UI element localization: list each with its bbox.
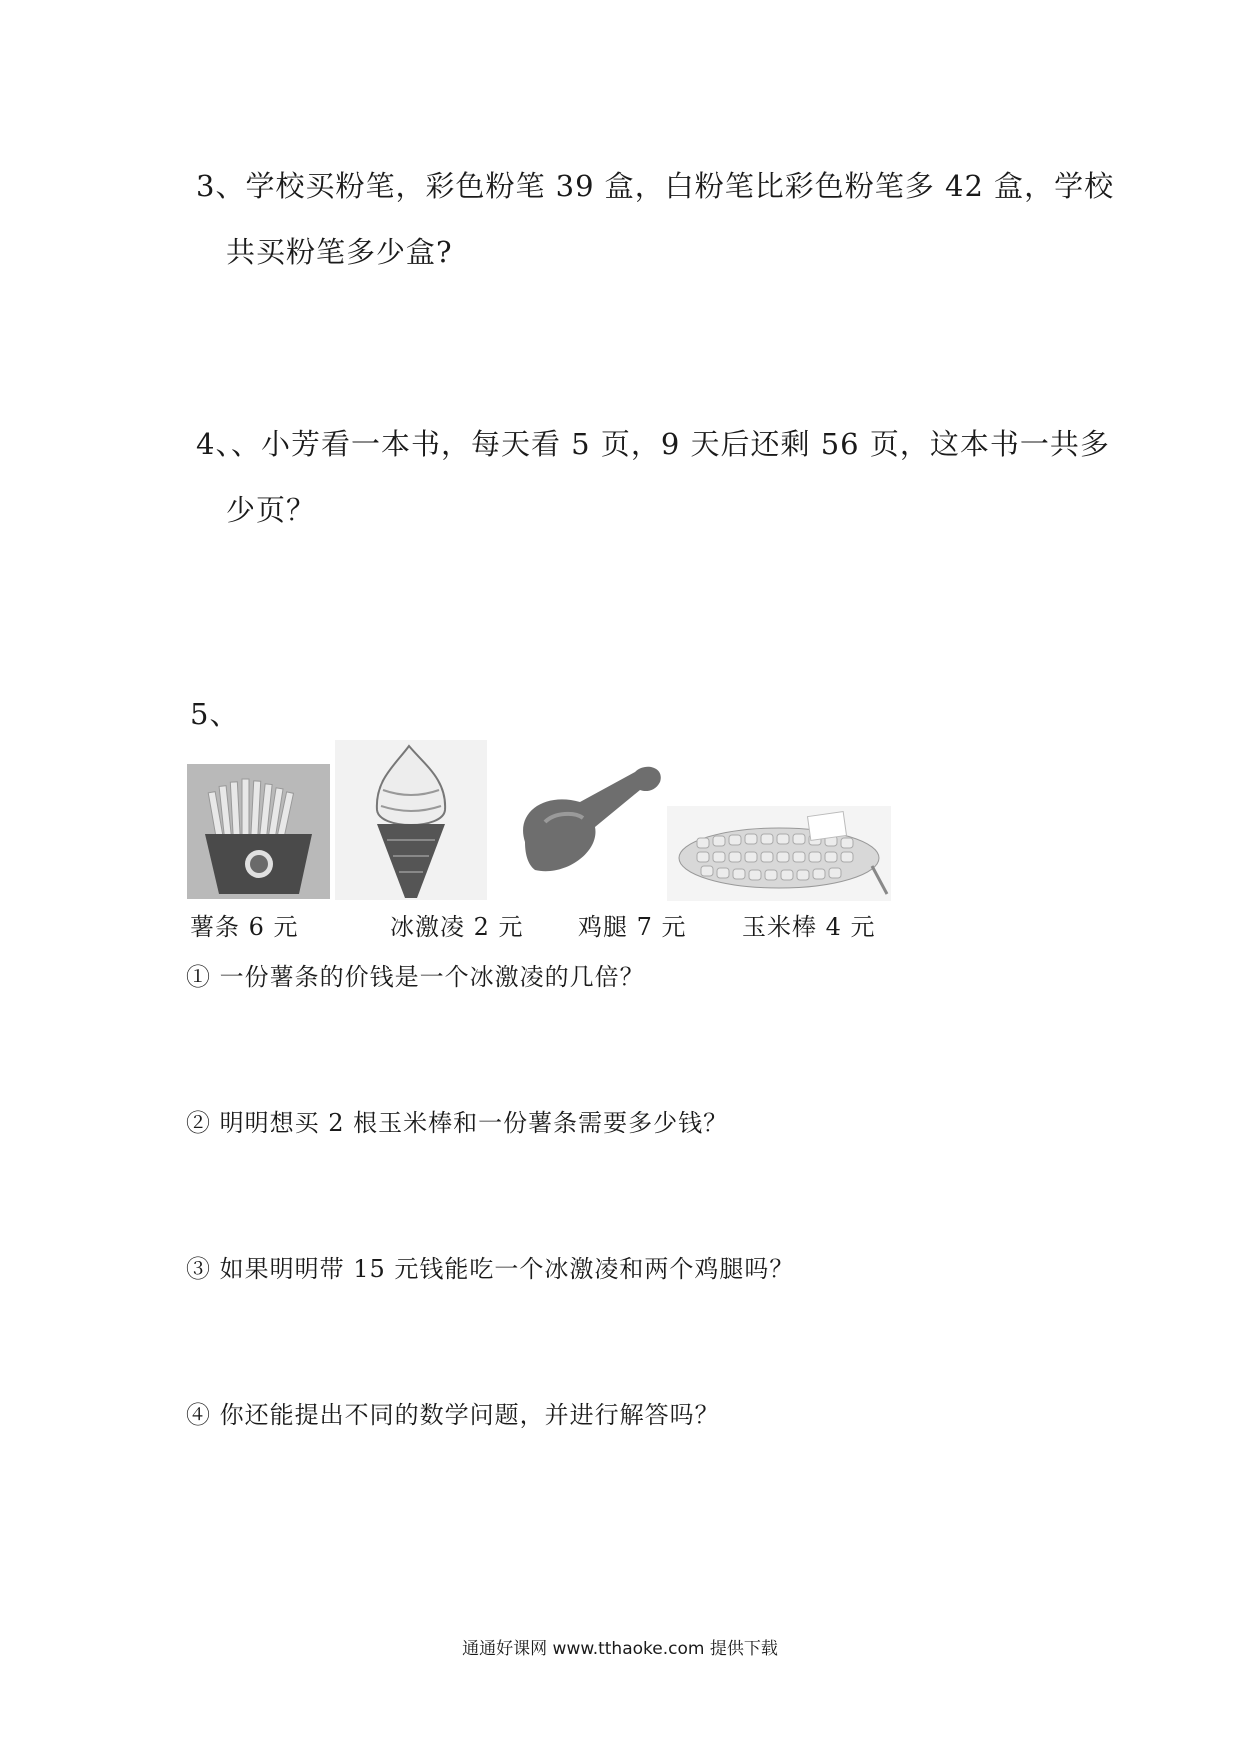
- question-4-line-2: 少页？: [226, 493, 317, 527]
- page-footer: 通通好课网 www.tthaoke.com 提供下载: [462, 1639, 778, 1659]
- chicken-leg-icon: [505, 752, 667, 880]
- corn-cob-icon: [667, 806, 891, 901]
- caption-corn-cob: 玉米棒 4 元: [742, 913, 876, 941]
- french-fries-icon: [187, 764, 330, 899]
- caption-ice-cream: 冰激凌 2 元: [390, 913, 524, 941]
- subquestion-2: ② 明明想买 2 根玉米棒和一份薯条需要多少钱？: [186, 1109, 729, 1137]
- subquestion-4: ④ 你还能提出不同的数学问题，并进行解答吗？: [186, 1401, 720, 1429]
- subquestion-1: ① 一份薯条的价钱是一个冰激凌的几倍？: [186, 963, 645, 991]
- question-4-line-1: 4、、小芳看一本书，每天看 5 页，9 天后还剩 56 页，这本书一共多: [196, 427, 1110, 461]
- question-3-line-2: 共买粉笔多少盒?: [226, 235, 453, 269]
- question-5-label: 5、: [190, 697, 240, 731]
- ice-cream-icon: [335, 740, 487, 900]
- caption-chicken-leg: 鸡腿 7 元: [578, 913, 687, 941]
- subquestion-3: ③ 如果明明带 15 元钱能吃一个冰激凌和两个鸡腿吗？: [186, 1255, 795, 1283]
- caption-french-fries: 薯条 6 元: [190, 913, 299, 941]
- question-3-line-1: 3、学校买粉笔，彩色粉笔 39 盒，白粉笔比彩色粉笔多 42 盒，学校: [196, 169, 1115, 203]
